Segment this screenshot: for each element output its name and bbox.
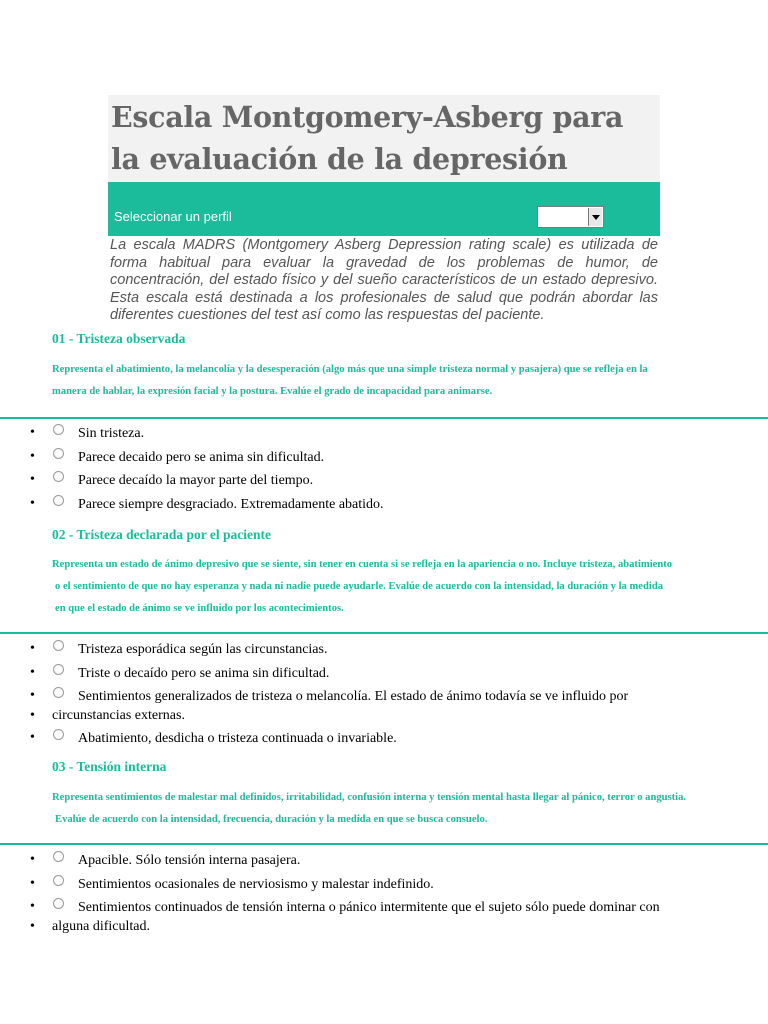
section-description-03 (52, 787, 686, 831)
profile-select-label: Seleccionar un perfil (114, 209, 232, 224)
page-title-line-1: Escala Montgomery-Asberg para (111, 100, 624, 134)
intro-paragraph: La escala MADRS (Montgomery Asberg Depression rating scale) es utilizada de forma habitual para evaluar la gravedad de los problemas de humor, de concentración, del estado físico y del sueño característicos de un estado depresivo. Esta escala está destinada a los profesionales de salud que podrán abordar las diferentes cuestiones del test así como las respuestas del paciente. (110, 237, 658, 323)
bullet-icon: • (30, 664, 35, 680)
profile-bar (108, 182, 660, 236)
option-label: Sentimientos ocasionales de nerviosismo y malestar indefinido. (78, 876, 434, 892)
bullet-icon: • (30, 852, 35, 867)
description-line: Representa un estado de ánimo depresivo que se siente, sin tener en cuenta si se refleja en la apariencia o no. Incluye tristeza, abatimiento (52, 559, 673, 570)
profile-select[interactable] (537, 206, 604, 228)
description-line: o el sentimiento de que no hay esperanza y nada ni nadie puede ayudarle. Evalúe de acuerdo con la intensidad, la duración y la medida (55, 581, 664, 592)
option-item[interactable] (30, 471, 730, 490)
option-list-01 (30, 424, 730, 518)
option-label-continuation: circunstancias externas. (52, 707, 185, 723)
section-description-01 (52, 359, 648, 403)
section-description-02 (52, 554, 672, 620)
option-label: Apacible. Sólo tensión interna pasajera. (78, 853, 301, 868)
title-box (108, 95, 660, 183)
description-line: Representa el abatimiento, la melancolía y la desesperación (algo más que una simple tristeza normal y pasajera) que se refleja en la (52, 364, 648, 375)
section-divider (0, 417, 768, 419)
chevron-down-icon[interactable] (588, 208, 602, 226)
description-line: manera de hablar, la expresión facial y la postura. Evalúe el grado de incapacidad para animarse. (52, 386, 493, 397)
option-label: Abatimiento, desdicha o tristeza continuada o invariable. (78, 731, 397, 746)
section-divider (0, 843, 768, 845)
section-heading-01: 01 - Tristeza observada (52, 331, 186, 346)
page-title-line-2: la evaluación de la depresión (111, 142, 568, 176)
option-item[interactable] (30, 875, 730, 894)
option-label: Tristeza esporádica según las circunstancias. (78, 642, 328, 657)
radio-button-icon[interactable] (53, 898, 64, 909)
section-divider (0, 632, 768, 634)
bullet-icon: • (30, 918, 35, 934)
option-item[interactable] (30, 729, 730, 748)
radio-button-icon[interactable] (53, 495, 64, 506)
section-heading-02: 02 - Tristeza declarada por el paciente (52, 527, 271, 542)
option-item[interactable] (30, 898, 730, 917)
option-label: Sentimientos continuados de tensión interna o pánico intermitente que el sujeto sólo puede dominar con (78, 900, 660, 915)
option-item[interactable] (30, 640, 730, 659)
description-line: en que el estado de ánimo se ve influido por los acontecimientos. (55, 603, 344, 614)
option-item[interactable] (30, 687, 730, 706)
option-continuation (30, 707, 730, 725)
option-list-03 (30, 851, 730, 940)
option-label: Parece decaído la mayor parte del tiempo. (78, 473, 314, 488)
option-item[interactable] (30, 851, 730, 870)
option-label: Sentimientos generalizados de tristeza o melancolía. El estado de ánimo todavía se ve influido por (78, 689, 629, 704)
bullet-icon: • (30, 730, 35, 745)
bullet-icon: • (30, 641, 35, 656)
radio-button-icon[interactable] (53, 471, 64, 482)
bullet-icon: • (30, 425, 35, 440)
radio-button-icon[interactable] (53, 729, 64, 740)
page-title (111, 96, 623, 180)
radio-button-icon[interactable] (53, 875, 64, 886)
radio-button-icon[interactable] (53, 664, 64, 675)
option-item[interactable] (30, 424, 730, 443)
option-label: Triste o decaído pero se anima sin dificultad. (78, 665, 330, 681)
option-label: Parece decaido pero se anima sin dificultad. (78, 449, 325, 465)
bullet-icon: • (30, 899, 35, 914)
bullet-icon: • (30, 448, 35, 464)
bullet-icon: • (30, 688, 35, 703)
bullet-icon: • (30, 875, 35, 891)
option-label: Sin tristeza. (78, 426, 145, 441)
radio-button-icon[interactable] (53, 448, 64, 459)
radio-button-icon[interactable] (53, 851, 64, 862)
option-label: Parece siempre desgraciado. Extremadamente abatido. (78, 496, 384, 512)
radio-button-icon[interactable] (53, 640, 64, 651)
radio-button-icon[interactable] (53, 424, 64, 435)
radio-button-icon[interactable] (53, 687, 64, 698)
option-continuation (30, 918, 730, 936)
option-label-continuation: alguna dificultad. (52, 918, 150, 934)
description-line: Evalúe de acuerdo con la intensidad, frecuencia, duración y la medida en que se busca consuelo. (55, 814, 488, 825)
bullet-icon: • (30, 707, 35, 723)
option-item[interactable] (30, 495, 730, 514)
description-line: Representa sentimientos de malestar mal definidos, irritabilidad, confusión interna y tensión mental hasta llegar al pánico, terror o angustia. (52, 792, 687, 803)
option-list-02 (30, 640, 730, 753)
bullet-icon: • (30, 472, 35, 487)
option-item[interactable] (30, 664, 730, 683)
section-heading-03: 03 - Tensión interna (52, 759, 167, 774)
bullet-icon: • (30, 495, 35, 511)
option-item[interactable] (30, 448, 730, 467)
